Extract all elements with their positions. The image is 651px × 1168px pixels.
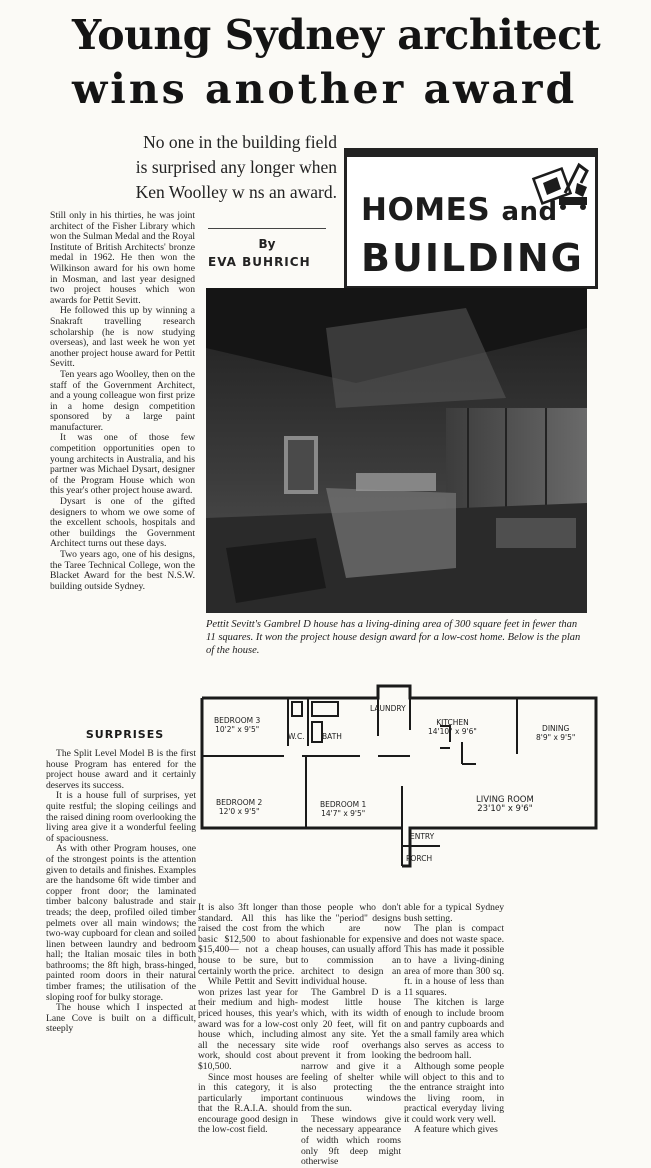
room-dining (536, 724, 575, 742)
paragraph: able for a typical Sydney bush setting. (404, 902, 504, 924)
paragraph: The kitchen is large enough to include broom and pantry cupboards and a small family area which also serves as access to the bedroom hall. (404, 997, 504, 1062)
room-name: BEDROOM 2 (216, 798, 263, 807)
paragraph: Dysart is one of the gifted designers to whom we owe some of the excellent schools, hospitals and other buildings the Government Architect turns out these days. (50, 496, 195, 550)
paragraph: Two years ago, one of his designs, the Taree Technical College, won the Blacket Award for the best N.S.W. building outside Sydney. (50, 549, 195, 592)
room-living (476, 796, 534, 814)
room-kitchen (428, 718, 477, 736)
standfirst-line-3: Ken Woolley w ns an award. (135, 182, 337, 202)
logo-text (361, 187, 584, 281)
paragraph: those people who don't like the "period" designs which are now fashionable for expensive houses, can usually afford to commission an architect to design an individual house. (301, 902, 401, 988)
logo-word-homes: HOMES (361, 192, 491, 228)
room-size: 12'0 x 9'5" (218, 807, 260, 816)
room-laundry: LAUNDRY (370, 704, 406, 713)
paragraph: While Pettit and Sevitt won prizes last year for their medium and high-priced houses, this year's award was for a low-cost house which, including all the necessary site work, should cost about $10,500. (198, 976, 298, 1072)
standfirst (72, 130, 337, 205)
paragraph: Still only in his thirties, he was joint architect of the Fisher Library which won the Sulman Medal and the Royal Institute of British Architects' bronze medal in 1962. He then won the Wilkinson award for his own home in Mosman, and last year designed two project houses which won awards for Pettit Sevitt. (50, 210, 195, 306)
paragraph: It was one of those few competition opportunities open to young architects in Australia, and his partner was Michael Dysart, designer of the Program House which won this year's other project house award. (50, 432, 195, 497)
standfirst-line-1: No one in the building field (143, 132, 337, 152)
logo-word-building: BUILDING (361, 236, 584, 280)
room-name: DINING (542, 724, 570, 733)
paragraph: Since most houses are in this category, it is particularly important that the R.A.I.A. should encourage good design in the low-cost field. (198, 1071, 298, 1136)
paragraph: As with other Program houses, one of the strongest points is the attention given to details and finishes. Examples are the handsome 6ft wide timber and copper front door; the laminated timber balcony balustrade and stair treads; the deep, profiled oiled timber pelmets over all main windows; the two-way cupboard for clean and soiled linen between laundry and bedroom hall; the Italian mosaic tiles in both bathrooms; the 8ft high, brass-hinged, painted room doors in their natural timber frames; the utilisation of the sloping roof for bulky storage. (46, 843, 196, 1003)
paragraph: Ten years ago Woolley, then on the staff of the Government Architect, and a young colleague won first prize in a home design competition sponsored by a large paint manufacturer. (50, 368, 195, 433)
byline (208, 228, 326, 269)
paragraph: He followed this up by winning a Snakraft travelling research scholarship (he is now studying overseas), and last week he won yet another project house award for Pettit Sevitt. (50, 305, 195, 370)
photo-caption: Pettit Sevitt's Gambrel D house has a living-dining area of 300 square feet in fewer than 11 squares. It won the project house design award for a low-cost home. Below is the plan of the house. (206, 619, 581, 656)
headline-line-2: wins another award (72, 65, 578, 113)
byline-rule (208, 228, 326, 229)
article-column-2 (198, 902, 298, 1136)
paragraph: The house which I inspected at Lane Cove is built on a difficult, steeply (46, 1002, 196, 1035)
headline (72, 8, 647, 116)
room-name: BEDROOM 1 (320, 800, 367, 809)
headline-line-1: Young Sydney architect (72, 11, 601, 59)
room-porch: PORCH (406, 854, 433, 863)
room-size: 14'10" x 9'6" (428, 727, 477, 736)
standfirst-line-2: is surprised any longer when (135, 157, 337, 177)
room-size: 14'7" x 9'5" (321, 809, 366, 818)
room-wc: W.C. (288, 732, 305, 741)
paragraph: These windows give the necessary appearance of width which rooms only 9ft deep might otherwise (301, 1113, 401, 1168)
article-column-1-continued (46, 749, 196, 1111)
interior-photo (206, 288, 587, 613)
room-bedroom-1 (320, 800, 366, 818)
room-size: 23'10" x 9'6" (477, 804, 533, 814)
paragraph: A feature which gives (414, 1124, 498, 1136)
room-size: 8'9" x 9'5" (536, 733, 576, 742)
floor-plan (200, 686, 598, 896)
room-name: KITCHEN (436, 718, 469, 727)
room-name: BEDROOM 3 (214, 716, 261, 725)
paragraph: It is a house full of surprises, yet quite restful; the sloping ceilings and the raised dining room overlooking the living area give it a wonderful feeling of spaciousness. (46, 790, 196, 844)
paragraph: The Split Level Model B is the first house Program has entered for the project house award and it certainly deserves its success. (46, 748, 196, 791)
byline-by: By (258, 237, 276, 251)
subhead-surprises: SURPRISES (85, 728, 165, 741)
logo-word-and: and (501, 197, 558, 227)
room-bath: BATH (322, 732, 342, 741)
article-column-1 (50, 211, 195, 716)
article-column-4 (404, 902, 504, 1136)
byline-author: EVA BUHRICH (208, 255, 311, 269)
paragraph: The plan is compact and does not waste space. This has made it possible to have a living-dining area of more than 300 sq. ft. in a house of less than 11 squares. (404, 923, 504, 998)
room-entry: ENTRY (410, 832, 435, 841)
room-name: LIVING ROOM (476, 795, 534, 805)
article-column-3 (301, 902, 401, 1168)
photo-illustration (206, 288, 587, 613)
paragraph: Although some people will object to this and to the entrance straight into the living room, in practical everyday living it could work very well. (404, 1060, 504, 1125)
paragraph: It is also 3ft longer than standard. All this has raised the cost from the basic $12,500 to about $15,400— not a cheap house to be sure, but certainly worth the price. (198, 902, 298, 977)
section-logo (344, 148, 598, 289)
room-bedroom-2 (216, 798, 262, 816)
room-size: 10'2" x 9'5" (215, 725, 260, 734)
room-bedroom-3 (214, 716, 260, 734)
paragraph: The Gambrel D is a modest little house which, with its width of only 20 feet, will fit on almost any site. Yet the wide roof overhangs prevent it from looking narrow and give it a feeling of shelter while also protecting the continuous windows from the sun. (301, 986, 401, 1115)
